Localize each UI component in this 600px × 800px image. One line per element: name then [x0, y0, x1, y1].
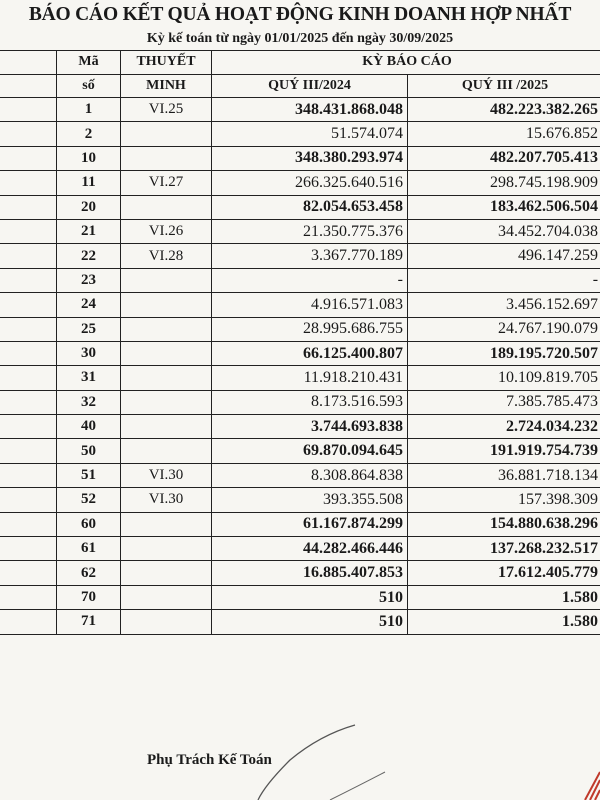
q2024-value: 21.350.775.376	[212, 219, 408, 243]
note-cell: VI.30	[121, 463, 212, 487]
q2025-value: 183.462.506.504	[408, 195, 600, 219]
q2024-value: 266.325.640.516	[212, 171, 408, 195]
note-header: THUYẾT	[121, 51, 212, 75]
note-cell: VI.30	[121, 488, 212, 512]
note-cell: VI.27	[121, 171, 212, 195]
q2024-value: 28.995.686.755	[212, 317, 408, 341]
q2024-value: 69.870.094.645	[212, 439, 408, 463]
q2025-value: 157.398.309	[408, 488, 600, 512]
q2025-header: QUÝ III /2025	[408, 74, 600, 98]
q2025-value: 34.452.704.038	[408, 219, 600, 243]
q2025-value: 17.612.405.779	[408, 561, 600, 585]
q2025-value: 298.745.198.909	[408, 171, 600, 195]
q2025-value: 36.881.718.134	[408, 463, 600, 487]
q2024-header: QUÝ III/2024	[212, 74, 408, 98]
code-cell: 70	[57, 585, 121, 609]
q2025-value: 189.195.720.507	[408, 341, 600, 365]
q2024-value: 4.916.571.083	[212, 293, 408, 317]
q2024-value: 66.125.400.807	[212, 341, 408, 365]
q2024-value: 8.308.864.838	[212, 463, 408, 487]
q2024-value: 11.918.210.431	[212, 366, 408, 390]
code-cell: 32	[57, 390, 121, 414]
q2025-value: 496.147.259	[408, 244, 600, 268]
code-cell: 25	[57, 317, 121, 341]
q2024-value: 393.355.508	[212, 488, 408, 512]
period-header: KỲ BÁO CÁO	[212, 51, 600, 75]
report-title: BÁO CÁO KẾT QUẢ HOẠT ĐỘNG KINH DOANH HỢP NHẤT	[28, 4, 572, 25]
q2025-value: 3.456.152.697	[408, 293, 600, 317]
q2024-value: -	[212, 268, 408, 292]
q2024-value: 8.173.516.593	[212, 390, 408, 414]
q2024-value: 510	[212, 610, 408, 634]
red-stamp-icon	[585, 772, 600, 800]
code-cell: 71	[57, 610, 121, 634]
q2025-value: 154.880.638.296	[408, 512, 600, 536]
q2024-value: 61.167.874.299	[212, 512, 408, 536]
code-cell: 2	[57, 122, 121, 146]
report-period: Kỳ kế toán từ ngày 01/01/2025 đến ngày 30/09/2025	[146, 31, 454, 46]
q2025-value: 7.385.785.473	[408, 390, 600, 414]
chief-accountant-label: Phụ Trách Kế Toán	[147, 752, 272, 768]
code-cell: 30	[57, 341, 121, 365]
note-cell: VI.28	[121, 244, 212, 268]
q2025-value: -	[408, 268, 600, 292]
q2024-value: 44.282.466.446	[212, 537, 408, 561]
q2025-value: 482.223.382.265	[408, 98, 600, 122]
q2024-value: 51.574.074	[212, 122, 408, 146]
code-cell: 22	[57, 244, 121, 268]
q2025-value: 10.109.819.705	[408, 366, 600, 390]
note-cell: VI.25	[121, 98, 212, 122]
q2025-value: 2.724.034.232	[408, 415, 600, 439]
note-header-cont: MINH	[121, 74, 212, 98]
q2025-value: 24.767.190.079	[408, 317, 600, 341]
code-cell: 1	[57, 98, 121, 122]
q2025-value: 1.580	[408, 610, 600, 634]
q2025-value: 137.268.232.517	[408, 537, 600, 561]
q2024-value: 510	[212, 585, 408, 609]
code-cell: 50	[57, 439, 121, 463]
code-cell: 31	[57, 366, 121, 390]
code-cell: 60	[57, 512, 121, 536]
code-cell: 20	[57, 195, 121, 219]
q2024-value: 82.054.653.458	[212, 195, 408, 219]
code-cell: 51	[57, 463, 121, 487]
code-cell: 24	[57, 293, 121, 317]
q2025-value: 15.676.852	[408, 122, 600, 146]
code-cell: 10	[57, 146, 121, 170]
code-cell: 61	[57, 537, 121, 561]
q2025-value: 191.919.754.739	[408, 439, 600, 463]
q2025-value: 1.580	[408, 585, 600, 609]
code-cell: 52	[57, 488, 121, 512]
q2024-value: 348.431.868.048	[212, 98, 408, 122]
q2024-value: 16.885.407.853	[212, 561, 408, 585]
code-header-cont: số	[57, 74, 121, 98]
code-cell: 23	[57, 268, 121, 292]
q2025-value: 482.207.705.413	[408, 146, 600, 170]
code-cell: 11	[57, 171, 121, 195]
code-cell: 62	[57, 561, 121, 585]
note-cell: VI.26	[121, 219, 212, 243]
code-cell: 21	[57, 219, 121, 243]
code-cell: 40	[57, 415, 121, 439]
q2024-value: 348.380.293.974	[212, 146, 408, 170]
q2024-value: 3.744.693.838	[212, 415, 408, 439]
code-header: Mã	[57, 51, 121, 75]
q2024-value: 3.367.770.189	[212, 244, 408, 268]
